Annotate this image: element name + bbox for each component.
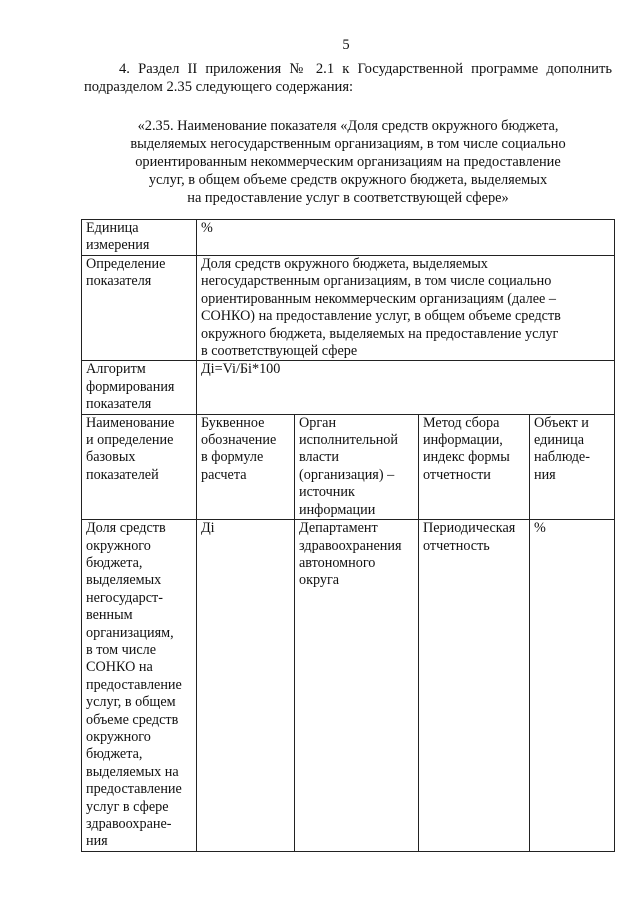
cell-object: %: [530, 520, 615, 852]
table-row-unit: [82, 220, 615, 256]
cell-source: Департамент здравоохранения автономного округа: [295, 520, 419, 852]
table-row-algorithm: [82, 361, 615, 414]
header-cell-symbol: Буквенное обозначение в формуле расчета: [197, 414, 295, 519]
definition-label: Определение показателя: [82, 256, 197, 361]
cell-indicator-name: Доля средств окружного бюджета, выделяемых негосударст- венным организациям, в том числе СОНКО на предоставление услуг, в общем объеме средств окружного бюджета, выделяемых на предоставление услуг в сфере здравоохране- ния: [82, 520, 197, 852]
header-cell-name: Наименование и определение базовых показателей: [82, 414, 197, 519]
table-row: [82, 520, 615, 852]
header-cell-source: Орган исполнительной власти (организация) – источник информации: [295, 414, 419, 519]
indicator-heading: «2.35. Наименование показателя «Доля средств окружного бюджета, выделяемых негосударственным организациям, в том числе социально ориентированным некоммерческим организациям на предоставление услуг, в общем объеме средств окружного бюджета, выделяемых на предоставление услуг в соответствующей сфере»: [130, 118, 566, 206]
intro-paragraph: 4. Раздел II приложения № 2.1 к Государственной программе дополнить подразделом 2.35 следующего содержания:: [84, 61, 612, 95]
page-number: 5: [342, 37, 350, 53]
indicator-table: [81, 219, 615, 852]
cell-symbol: Дi: [197, 520, 295, 852]
unit-label: Единица измерения: [82, 220, 197, 256]
header-cell-method: Метод сбора информации, индекс формы отчетности: [419, 414, 530, 519]
table-row-definition: [82, 256, 615, 361]
definition-value: Доля средств окружного бюджета, выделяемых негосударственным организациям, в том числе социально ориентированным некоммерческим организациям (далее – СОНКО) на предоставление услуг, в общем объеме средств окружного бюджета, выделяемых на предоставление услуг в соответствующей сфере: [197, 256, 615, 361]
table-header-row: [82, 414, 615, 519]
algorithm-formula: Дi=Vi/Бi*100: [197, 361, 615, 414]
unit-value: %: [197, 220, 615, 256]
algorithm-label: Алгоритм формирования показателя: [82, 361, 197, 414]
header-cell-object: Объект и единица наблюде- ния: [530, 414, 615, 519]
cell-method: Периодическая отчетность: [419, 520, 530, 852]
